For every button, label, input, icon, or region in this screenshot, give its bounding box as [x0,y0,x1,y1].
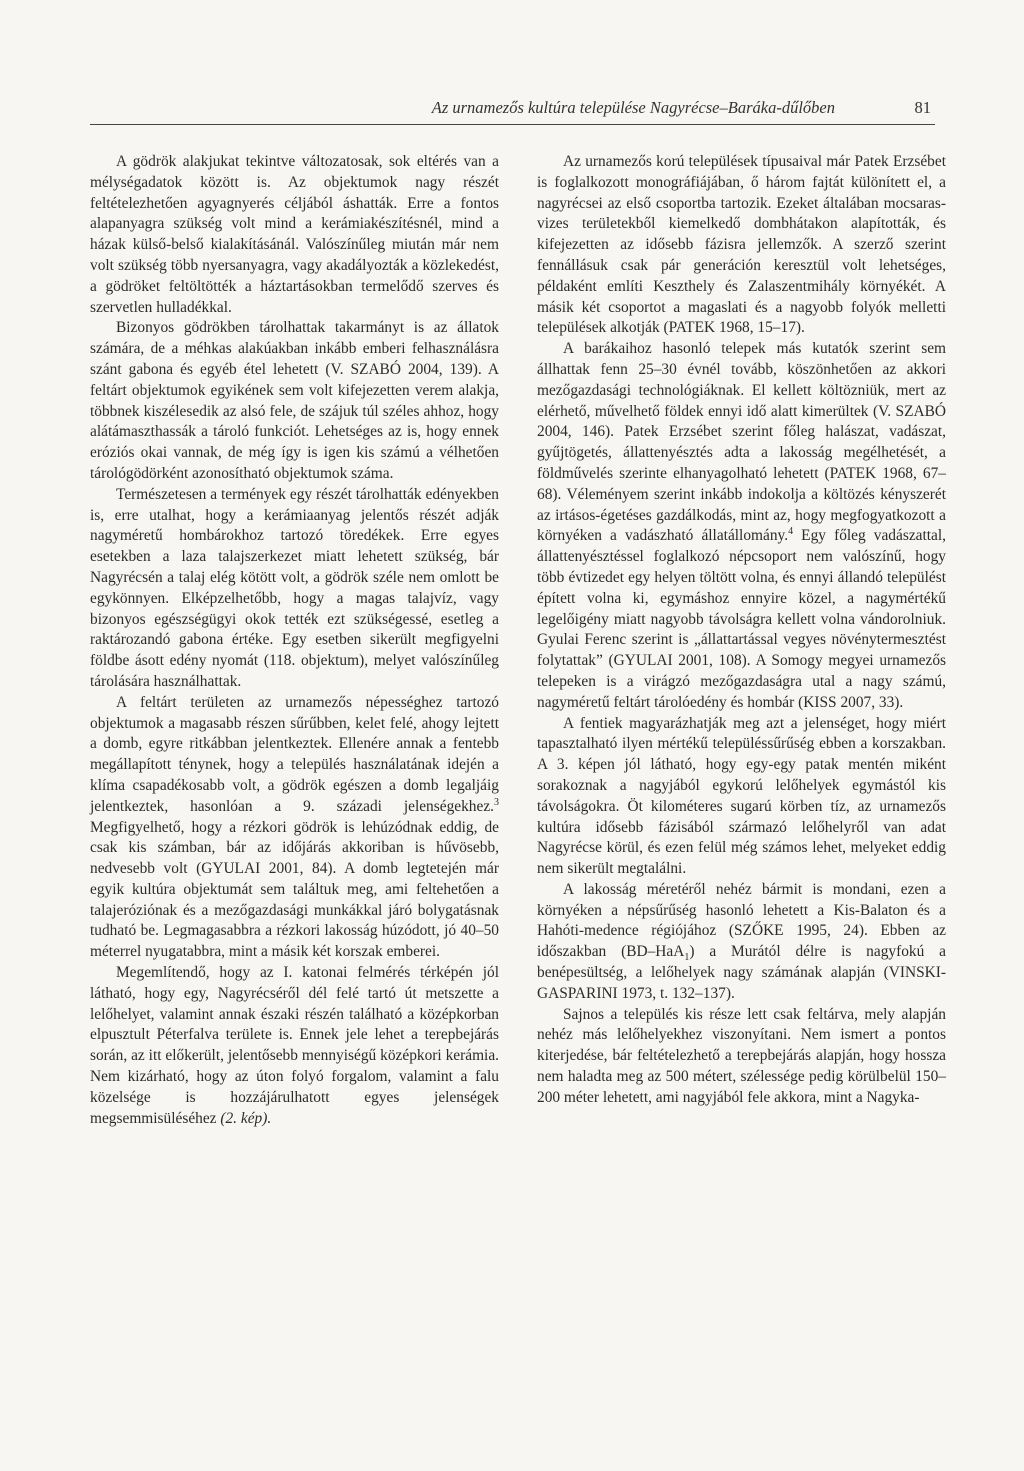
paragraph: A feltárt területen az urnamezős népességhez tartozó objektumok a magasabb részen sűrűbben, kelet felé, ahogy lejtett a domb, egyre ritkábban jelentkeztek. Ellenére annak a fentebb megállapított ténynek, hogy a település használatának idején a klíma csapadékosabb volt, a gödrök egészen a domb legaljáig jelentkeztek, hasonlóan a 9. századi jelenségekhez.$^3$ Megfigyelhető, hogy a rézkori gödrök is lehúzódnak eddig, de csak kis számban, bár az időjárás akkoriban is hűvösebb, nedvesebb volt (GYULAI 2001, 84). A domb legtetején már egyik kultúra objektumát sem találtuk meg, ami feltehetően a talajeróziónak és a mezőgazdasági munkákkal járó bolygatásnak tudható be. Legmagasabbra a rézkori lakosság húzódott, jó 40–50 méterrel nyugatabbra, mint a másik két korszak emberei. [90,693,499,961]
paragraph: Bizonyos gödrökben tárolhattak takarmányt is az állatok számára, de a méhkas alakúakban inkább emberi felhasználásra szánt gabona és egyéb étel lehetett (V. SZABÓ 2004, 139). A feltárt objektumok egyikének sem volt kifejezetten verem alakja, többnek kiszélesedik az alsó fele, de szájuk túl széles ahhoz, hogy alátámaszthassák a tároló funkciót. Lehetséges az is, hogy ennek eróziós okai vannak, de még így is igen kis számú a vélhetően tárológödörként azonosítható objektumok száma. [90,319,499,482]
running-head [90,96,935,125]
right-column [537,152,946,1109]
paragraph: A fentiek magyarázhatják meg azt a jelenséget, hogy miért tapasztalható ilyen mértékű településsűrűség ebben a korszakban. A 3. képen jól látható, hogy egy-egy patak mentén miként sorakoznak a nagyjából egykorú lelőhelyek egymástól kis távolságokra. Öt kilométeres sugarú körben tíz, az urnamezős kultúra idősebb fázisából származó lelőhelyről van adat Nagyrécse körül, és ezen felül még számos lehet, melyeket eddig nem sikerült megtalálni. [537,714,946,878]
paragraph: A lakosság méretéről nehéz bármit is mondani, ezen a környéken a népsűrűség hasonló lehetett a Kis-Balaton és a Hahóti-medence régiójához (SZŐKE 1995, 24). Ebben az időszakban (BD–HaA$_1$) a Murától délre is nagyfokú a benépesültség, a lelőhelyek nagy számának alapján (VINSKI-GASPARINI 1973, t. 132–137). [537,880,946,1002]
footnote-ref: 3 [494,796,499,808]
footnote-ref: 4 [788,526,794,538]
paragraph: A gödrök alakjukat tekintve változatosak, sok eltérés van a mélységadatok között is. Az objektumok nagy részét feltételezhetően agyagnyerés céljából áshatták. Erre a fontos alapanyagra szükség volt mind a kerámiakészítésnél, mind a házak külső-belső kialakításánál. Valószínűleg miután már nem volt szükség több nyersanyagra, vagy akadályozták a közlekedést, a gödröket feltöltötték a háztartásokban termelődő szerves és szervetlen hulladékkal. [90,153,499,316]
page-number: 81 [914,98,931,117]
paragraph: Természetesen a termények egy részét tárolhatták edényekben is, erre utalhat, hogy a kerámiaanyag jelentős részét adják nagyméretű hombárokhoz tartozó töredékek. Erre egyes esetekben a laza talajszerkezet miatt lehetett szükség, bár Nagyrécsén a talaj elég kötött volt, a gödrök széle nem omlott be egykönnyen. Elképzelhetőbb, hogy a magas talajvíz, vagy bizonyos egészségügyi okok tették ezt szükségessé, esetleg a raktározandó gabona értéke. Egy esetben sikerült megfigyelni földbe ásott edény nyomát (118. objektum), melyet valószínűleg tárolására használhattak. [90,485,499,690]
running-title: Az urnamezős kultúra települése Nagyrécse–Baráka-dűlőben [431,98,835,117]
paragraph: Sajnos a település kis része lett csak feltárva, mely alapján nehéz más lelőhelyekhez viszonyítani. Nem ismert a pontos kiterjedése, bár feltételezhető a terepbejárás alapján, hogy hossza nem haladta meg az 500 métert, szélessége pedig körülbelül 150–200 méter lehetett, ami nagyjából fele akkora, mint a Nagyka- [537,1005,946,1106]
left-column [90,152,499,1129]
figure-ref: (2. kép). [220,1109,272,1127]
subscript: 1 [684,952,690,964]
paragraph: A barákaihoz hasonló telepek más kutatók szerint sem állhattak fenn 25–30 évnél tovább, köszönhetően az akkori mezőgazdasági technológiáknak. El kellett költözniük, mert az elérhető, művelhető földek ennyi idő alatt kimerültek (V. SZABÓ 2004, 146). Patek Erzsébet szerint főleg halászat, vadászat, gyűjtögetés, állattenyésztés adta a lakosság megélhetését, a földművelés szerinte elhanyagolható lehetett (PATEK 1968, 67–68). Véleményem szerint inkább indokolja a költözés kényszerét az irtásos-égetéses gazdálkodás, mint az, hogy megfogyatkozott a környéken a vadászható állatállomány.$^4$ Egy főleg vadászattal, állattenyésztéssel foglalkozó népcsoport nem valószínű, hogy több évtizedet egy helyen töltött volna, és ennyi állandó települést épített volna ki, egymáshoz ennyire közel, a nagymértékű legelőigény miatt nagyobb távolságra kellett volna vándorolniuk. Gyulai Ferenc szerint is „állattartással vegyes növénytermesztést folytattak” (GYULAI 2001, 108). A Somogy megyei urnamezős telepeken is a virágzó mezőgazdaságra utal a nagy számú, nagyméretű feltárt tárolóedény és hombár (KISS 2007, 33). [537,340,946,711]
paragraph: Az urnamezős korú települések típusaival már Patek Erzsébet is foglalkozott monográfiájában, ő három fajtát különített el, a nagyrécsei az első csoportba tartozik. Ezeket általában mocsaras-vizes területekből kiemelkedő dombhátakon alapították, és kifejezetten az idősebb fázisra jellemzők. A szerző szerint fennállásuk csak pár generáción keresztül volt lehetséges, példaként említi Keszthely és Zalaszentmihály környékét. A másik két csoportot a magaslati és a nagyobb folyók melletti települések alkotják (PATEK 1968, 15–17). [537,153,946,337]
paragraph: Megemlítendő, hogy az I. katonai felmérés térképén jól látható, hogy egy, Nagyrécséről dél felé tartó út metszette a lelőhelyet, valamint annak északi részén található a középkorban elpusztult Péterfalva területe is. Ennek jele lehet a terepbejárás során, az itt előkerült, jelentősebb mennyiségű középkori kerámia. Nem kizárható, hogy az úton folyó forgalom, valamint a falu közelsége is hozzájárulhatott egyes jelenségek megsemmisüléséhez (2. kép). [90,964,499,1127]
